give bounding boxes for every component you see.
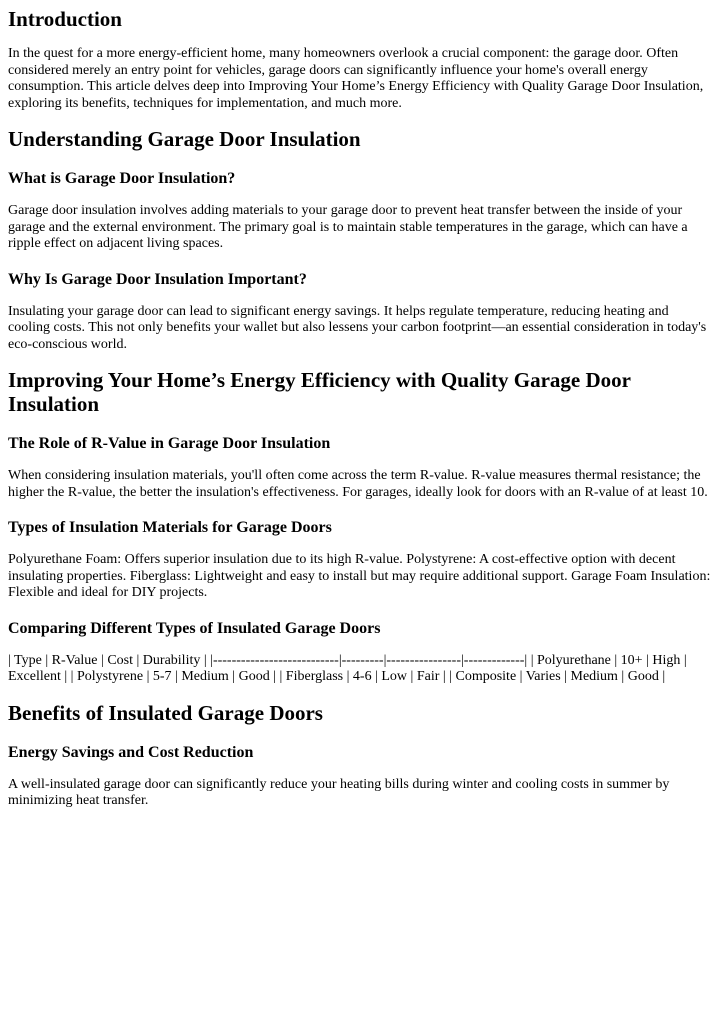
why-paragraph: Insulating your garage door can lead to significant energy savings. It helps regulate temperature, reducing heating and cooling costs. This not only benefits your wallet but also lessens your carbon footprint—an essential consideration in today's eco-conscious world. — [8, 303, 707, 352]
benefits-heading: Benefits of Insulated Garage Doors — [8, 700, 323, 725]
what-is-paragraph: Garage door insulation involves adding materials to your garage door to prevent heat transfer between the inside of your garage and the external environment. The primary goal is to maintain stable temperatures in the garage, which can have a ripple effect on adjacent living spaces. — [8, 203, 688, 251]
understanding-heading: Understanding Garage Door Insulation — [8, 127, 361, 151]
intro-paragraph: In the quest for a more energy-efficient home, many homeowners overlook a crucial component: the garage door. Often considered merely an entry point for vehicles, garage doors can significantly influence your home's overall energy consumption. This article delves deep into Improving Your Home’s Energy Efficiency with Quality Garage Door Insulation, exploring its benefits, techniques for implementation, and much more. — [8, 46, 704, 111]
types-paragraph: Polyurethane Foam: Offers superior insulation due to its high R-value. Polystyrene: A cost-effective option with decent insulating properties. Fiberglass: Lightweight and easy to install but may require additional support. Garage Foam Insulation: Flexible and ideal for DIY projects. — [8, 552, 711, 600]
improving-heading: Improving Your Home’s Energy Efficiency with Quality Garage Door Insulation — [8, 368, 631, 416]
comparing-table-text: | Type | R-Value | Cost | Durability | |---------------------------|---------|----------------|-------------| | Polyurethane | 10+ | High | Excellent | | Polystyrene | 5-7 | Medium | Good | | Fiberglass | 4-6 | Low | Fair | | Composite | Varies | Medium | Good | — [8, 652, 687, 684]
why-heading: Why Is Garage Door Insulation Important? — [8, 270, 307, 288]
comparing-heading: Comparing Different Types of Insulated Garage Doors — [8, 619, 381, 637]
intro-heading: Introduction — [8, 7, 122, 31]
energy-paragraph: A well-insulated garage door can significantly reduce your heating bills during winter and cooling costs in summer by minimizing heat transfer. — [8, 776, 670, 808]
rvalue-heading: The Role of R-Value in Garage Door Insulation — [8, 435, 331, 452]
article — [0, 7, 714, 810]
energy-heading: Energy Savings and Cost Reduction — [8, 743, 254, 761]
rvalue-paragraph: When considering insulation materials, you'll often come across the term R-value. R-value measures thermal resistance; the higher the R-value, the better the insulation's effectiveness. For garages, ideally look for doors with an R-value of at least 10. — [8, 468, 708, 500]
what-is-heading: What is Garage Door Insulation? — [8, 170, 236, 187]
types-heading: Types of Insulation Materials for Garage Doors — [8, 519, 332, 536]
